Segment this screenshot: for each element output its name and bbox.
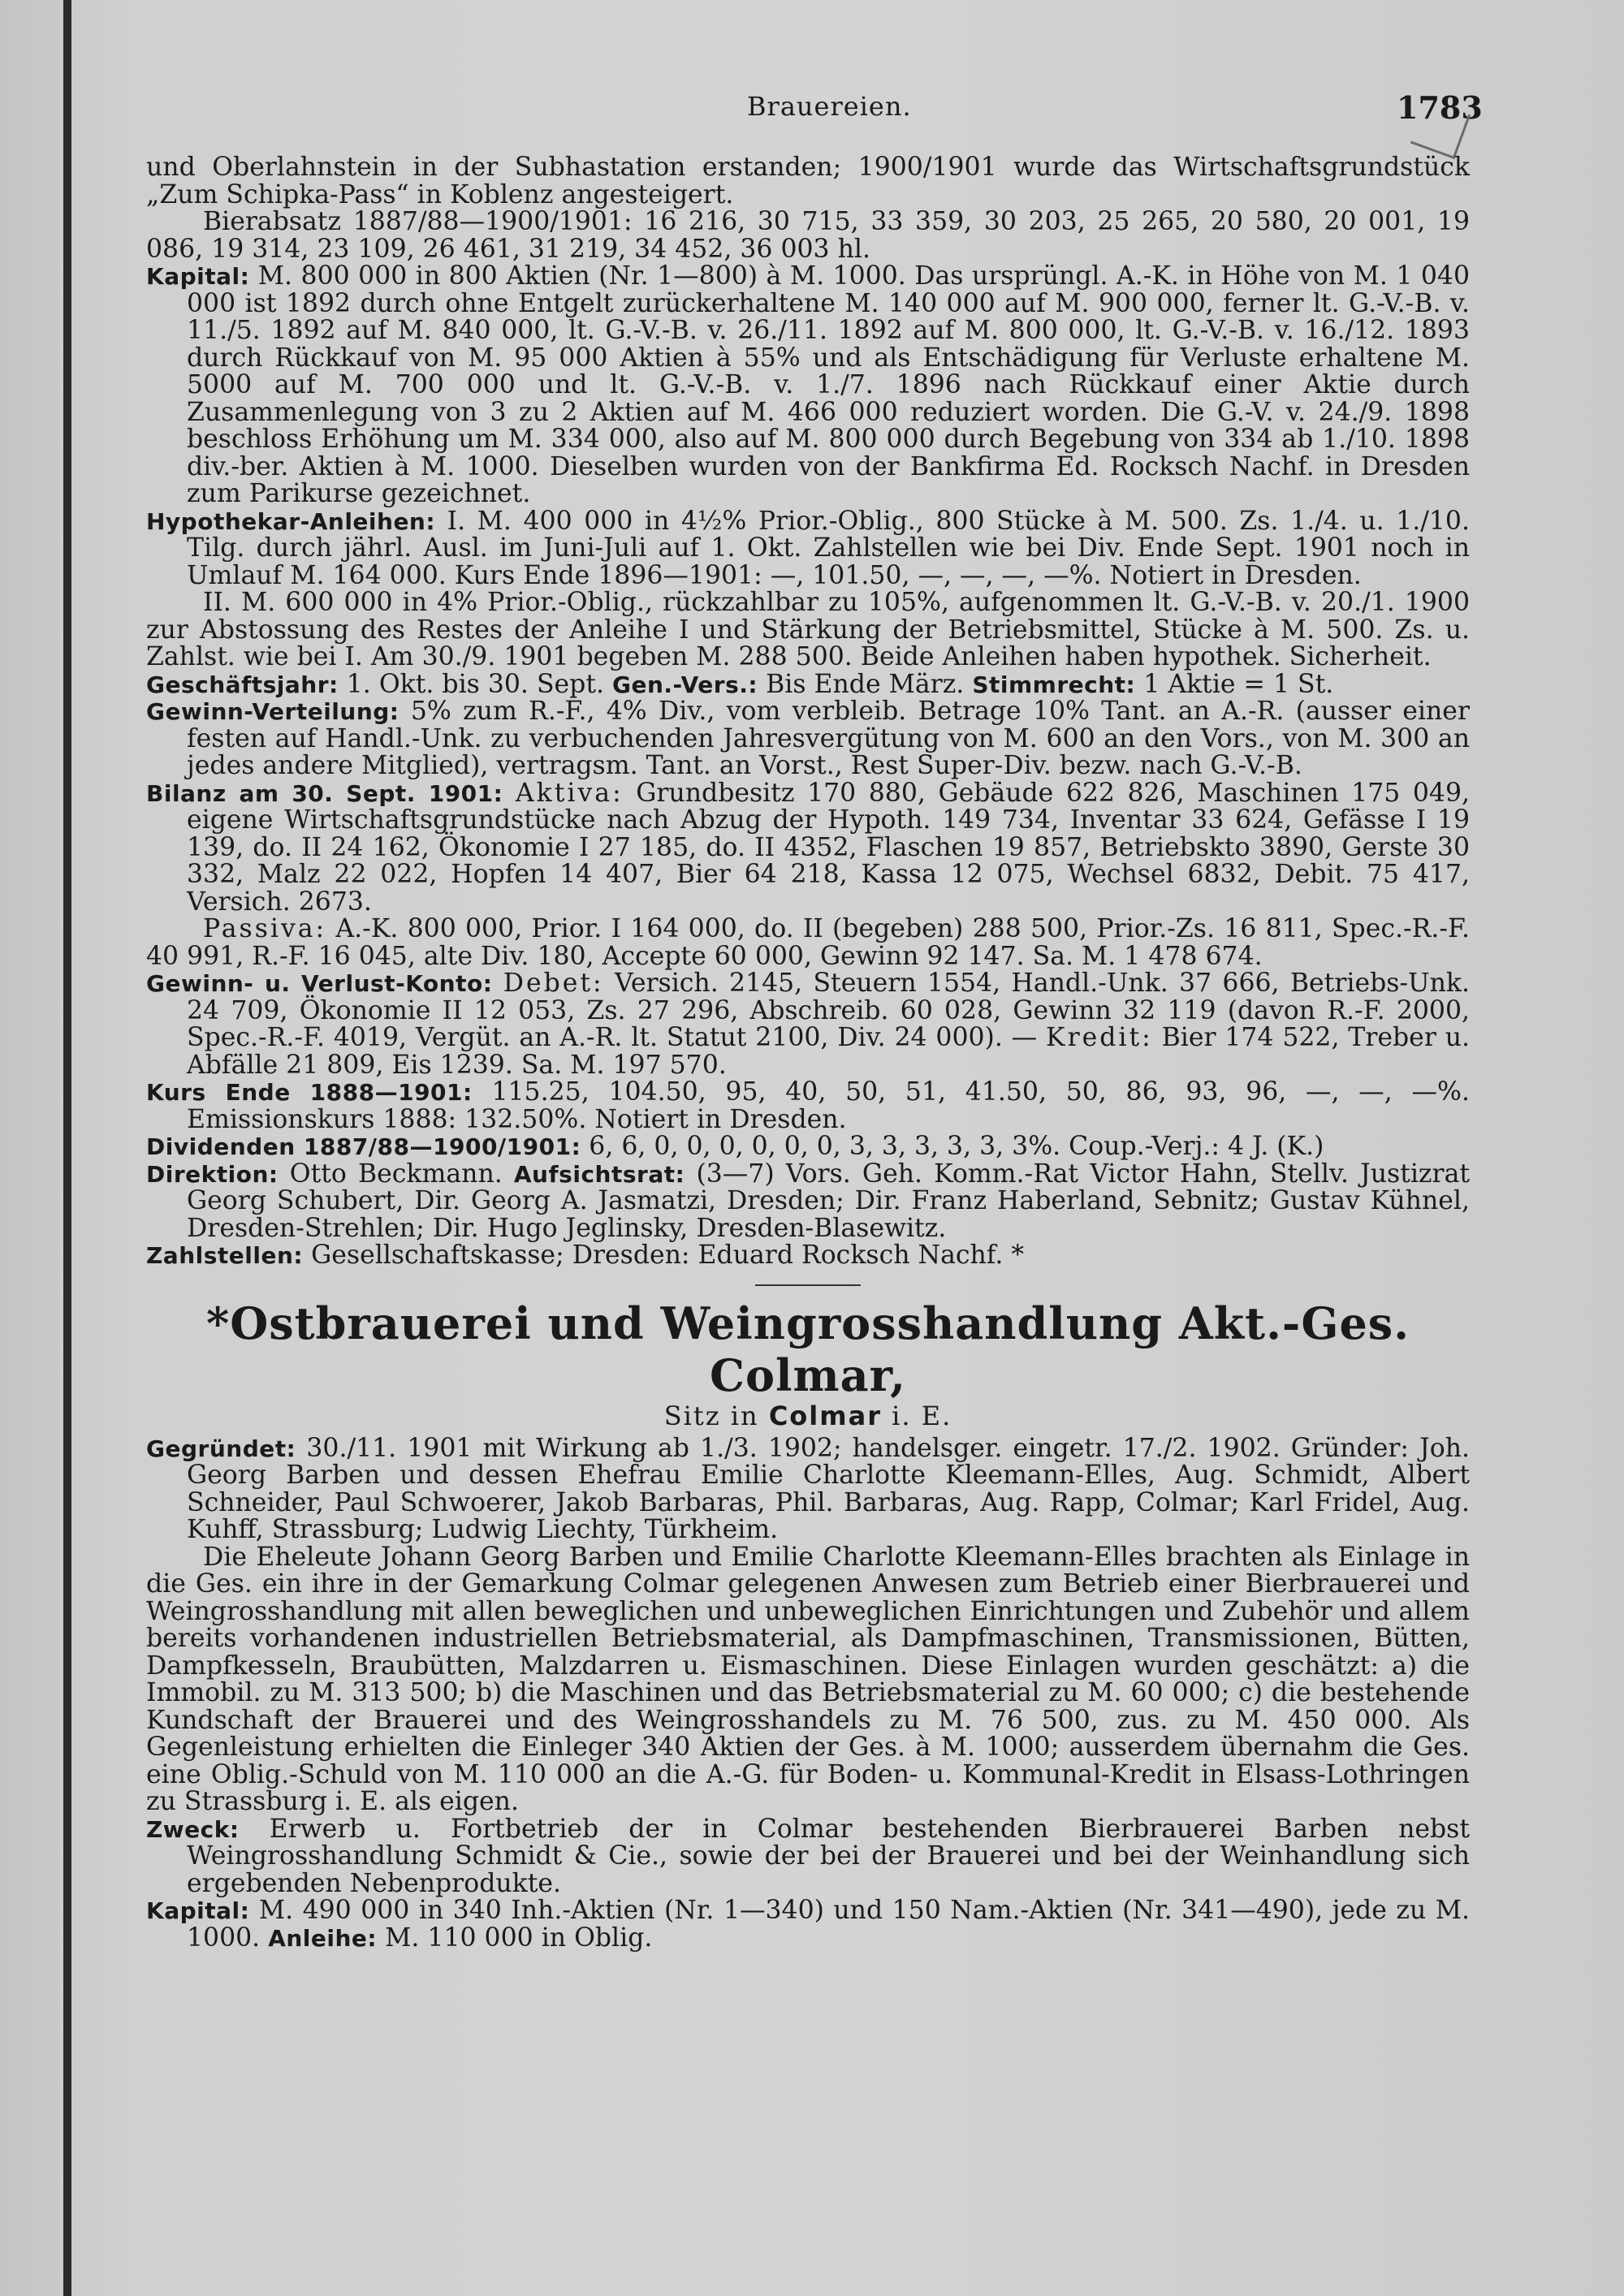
running-header: Brauereien.: [747, 91, 912, 122]
paragraph-anleihe-ii: II. M. 600 000 in 4% Prior.-Oblig., rückzahlbar zu 105%, aufgenommen lt. G.-V.-B. v. 20./1. 1900 zur Abstossung des Restes der Anleihe I und Stärkung der Betriebsmittel, Stücke à M. 500. Zs. u. Zahlst. wie bei I. Am 30./9. 1901 begeben M. 288 500. Beide Anleihen haben hypothek. Sicherheit.: [146, 588, 1470, 671]
entry-gewinn-verteilung: Gewinn-Verteilung: 5% zum R.-F., 4% Div., vom verbleib. Betrage 10% Tant. an A.-R. (ausser einer festen auf Handl.-Unk. zu verbuchenden Jahresvergütung von M. 600 an den Vors., von M. 300 an jedes andere Mitglied), vertragsm. Tant. an Vorst., Rest Super-Div. bezw. nach G.-V.-B.: [146, 697, 1470, 780]
label-kapital: Kapital:: [146, 263, 250, 290]
entry-direktion: Direktion: Otto Beckmann. Aufsichtsrat: (3—7) Vors. Geh. Komm.-Rat Victor Hahn, Stellv. Justizrat Georg Schubert, Dir. Georg A. Jasmatzi, Dresden; Dir. Franz Haberland, Sebnitz; Gustav Kühnel, Dresden-Strehlen; Dir. Hugo Jeglinsky, Dresden-Blasewitz.: [146, 1159, 1471, 1243]
paragraph-bierabsatz: Bierabsatz 1887/88—1900/1901: 16 216, 30 715, 33 359, 30 203, 25 265, 20 580, 20 001, 19 086, 19 314, 23 109, 26 461, 31 219, 34 452, 36 003 hl.: [146, 207, 1470, 264]
page-binding-edge: [63, 0, 71, 2296]
entry-kapital-colmar: Kapital: M. 490 000 in 340 Inh.-Aktien (Nr. 1—340) und 150 Nam.-Aktien (Nr. 341—490), jede zu M. 1000. Anleihe: M. 110 000 in Oblig.: [146, 1896, 1470, 1953]
entry-gegruendet: Gegründet: 30./11. 1901 mit Wirkung ab 1./3. 1902; handelsger. eingetr. 17./2. 1902. Gründer: Joh. Georg Barben und dessen Ehefrau Emilie Charlotte Kleemann-Elles, Aug. Schmidt, Albert Schneider, Paul Schwoerer, Jakob Barbaras, Phil. Barbaras, Aug. Rapp, Colmar; Karl Fridel, Aug. Kuhff, Strassburg; Ludwig Liechty, Türkheim.: [146, 1433, 1471, 1544]
paragraph-passiva: Passiva: A.-K. 800 000, Prior. I 164 000, do. II (begeben) 288 500, Prior.-Zs. 16 811, Spec.-R.-F. 40 991, R.-F. 16 045, alte Div. 180, Accepte 60 000, Gewinn 92 147. Sa. M. 1 478 674.: [146, 914, 1470, 971]
label-hypothekar: Hypothekar-Anleihen:: [146, 507, 436, 535]
section-divider: [755, 1284, 861, 1286]
paragraph-eheleute: Die Eheleute Johann Georg Barben und Emilie Charlotte Kleemann-Elles brachten als Einlage in die Ges. ein ihre in der Gemarkung Colmar gelegenen Anwesen zum Betrieb einer Bierbrauerei und Weingrosshandlung mit allen beweglichen und unbeweglichen Einrichtungen und Zubehör und allem bereits vorhandenen industriellen Betriebsmaterial, als Dampfmaschinen, Transmissionen, Bütten, Dampfkesseln, Braubütten, Malzdarren u. Eismaschinen. Diese Einlagen wurden geschätzt: a) die Immobil. zu M. 313 500; b) die Maschinen und das Betriebsmaterial zu M. 60 000; c) die bestehende Kundschaft der Brauerei und des Weingrosshandels zu M. 76 500, zus. zu M. 450 000. Als Gegenleistung erhielten die Einleger 340 Aktien der Ges. à M. 1000; ausserdem übernahm die Ges. eine Oblig.-Schuld von M. 110 000 an die A.-G. für Boden- u. Kommunal-Kredit in Elsass-Lothringen zu Strassburg i. E. als eigen.: [146, 1542, 1470, 1816]
entry-kapital: Kapital: M. 800 000 in 800 Aktien (Nr. 1—800) à M. 1000. Das ursprüngl. A.-K. in Höhe von M. 1 040 000 ist 1892 durch ohne Entgelt zurückerhaltene M. 140 000 auf M. 900 000, ferner lt. G.-V.-B. v. 11./5. 1892 auf M. 840 000, lt. G.-V.-B. v. 26./11. 1892 auf M. 800 000, lt. G.-V.-B. v. 16./12. 1893 durch Rückkauf von M. 95 000 Aktien à 55% und als Entschädigung für Verluste erhaltene M. 5000 auf M. 700 000 und lt. G.-V.-B. v. 1./7. 1896 nach Rückkauf einer Aktie durch Zusammenlegung von 3 zu 2 Aktien auf M. 466 000 reduziert worden. Die G.-V. v. 24./9. 1898 beschloss Erhöhung um M. 334 000, also auf M. 800 000 durch Begebung von 334 ab 1./10. 1898 div.-ber. Aktien à M. 1000. Dieselben wurden von der Bankfirma Ed. Rocksch Nachf. in Dresden zum Parikurse gezeichnet.: [146, 261, 1470, 508]
page-number: 1783: [1397, 89, 1483, 126]
entry-dividenden: Dividenden 1887/88—1900/1901: 6, 6, 0, 0, 0, 0, 0, 0, 3, 3, 3, 3, 3, 3%. Coup.-Verj.: 4 J. (K.): [146, 1132, 1324, 1161]
entry-gewinn-verlust: Gewinn- u. Verlust-Konto: Debet: Versich. 2145, Steuern 1554, Handl.-Unk. 37 666, Betriebs-Unk. 24 709, Ökonomie II 12 053, Zs. 27 296, Abschreib. 60 028, Gewinn 32 119 (davon R.-F. 2000, Spec.-R.-F. 4019, Vergüt. an A.-R. lt. Statut 2100, Div. 24 000). — Kredit: Bier 174 522, Treber u. Abfälle 21 809, Eis 1239. Sa. M. 197 570.: [146, 969, 1471, 1080]
entry-kurs: Kurs Ende 1888—1901: 115.25, 104.50, 95, 40, 50, 51, 41.50, 50, 86, 93, 96, —, —, —%. Emissionskurs 1888: 132.50%. Notiert in Dresden.: [146, 1077, 1470, 1134]
entry-hypothekar-anleihen: Hypothekar-Anleihen: I. M. 400 000 in 4½% Prior.-Oblig., 800 Stücke à M. 500. Zs. 1./4. u. 1./10. Tilg. durch jährl. Ausl. im Juni-Juli auf 1. Okt. Zahlstellen wie bei Div. Ende Sept. 1901 noch in Umlauf M. 164 000. Kurs Ende 1896—1901: —, 101.50, —, —, —, —%. Notiert in Dresden.: [146, 506, 1470, 590]
paragraph-continuation: und Oberlahnstein in der Subhastation erstanden; 1900/1901 wurde das Wirtschaftsgrundstück „Zum Schipka-Pass“ in Koblenz angesteigert.: [146, 153, 1470, 209]
entry-zahlstellen: Zahlstellen: Gesellschaftskasse; Dresden: Eduard Rocksch Nachf. *: [146, 1241, 1025, 1270]
company-seat: Sitz in Colmar i. E.: [663, 1400, 952, 1431]
page-content: [146, 154, 1470, 1952]
company-title: *Ostbrauerei und Weingrosshandlung Akt.-Ges. Colmar,: [205, 1297, 1410, 1401]
entry-bilanz: Bilanz am 30. Sept. 1901: Aktiva: Grundbesitz 170 880, Gebäude 622 826, Maschinen 175 049, eigene Wirtschaftsgrundstücke nach Abzug der Hypoth. 149 734, Inventar 33 624, Gefässe I 19 139, do. II 24 162, Ökonomie I 27 185, do. II 4352, Flaschen 19 857, Betriebskto 3890, Gerste 30 332, Malz 22 022, Hopfen 14 407, Bier 64 218, Kassa 12 075, Wechsel 6832, Debit. 75 417, Versich. 2673.: [146, 778, 1471, 917]
entry-zweck: Zweck: Erwerb u. Fortbetrieb der in Colmar bestehenden Bierbrauerei Barben nebst Weingrosshandlung Schmidt & Cie., sowie der bei der Brauerei und bei der Weinhandlung sich ergebenden Nebenprodukte.: [146, 1814, 1470, 1898]
entry-geschaeftsjahr: Geschäftsjahr: 1. Okt. bis 30. Sept. Gen.-Vers.: Bis Ende März. Stimmrecht: 1 Aktie = 1 St.: [146, 669, 1334, 699]
